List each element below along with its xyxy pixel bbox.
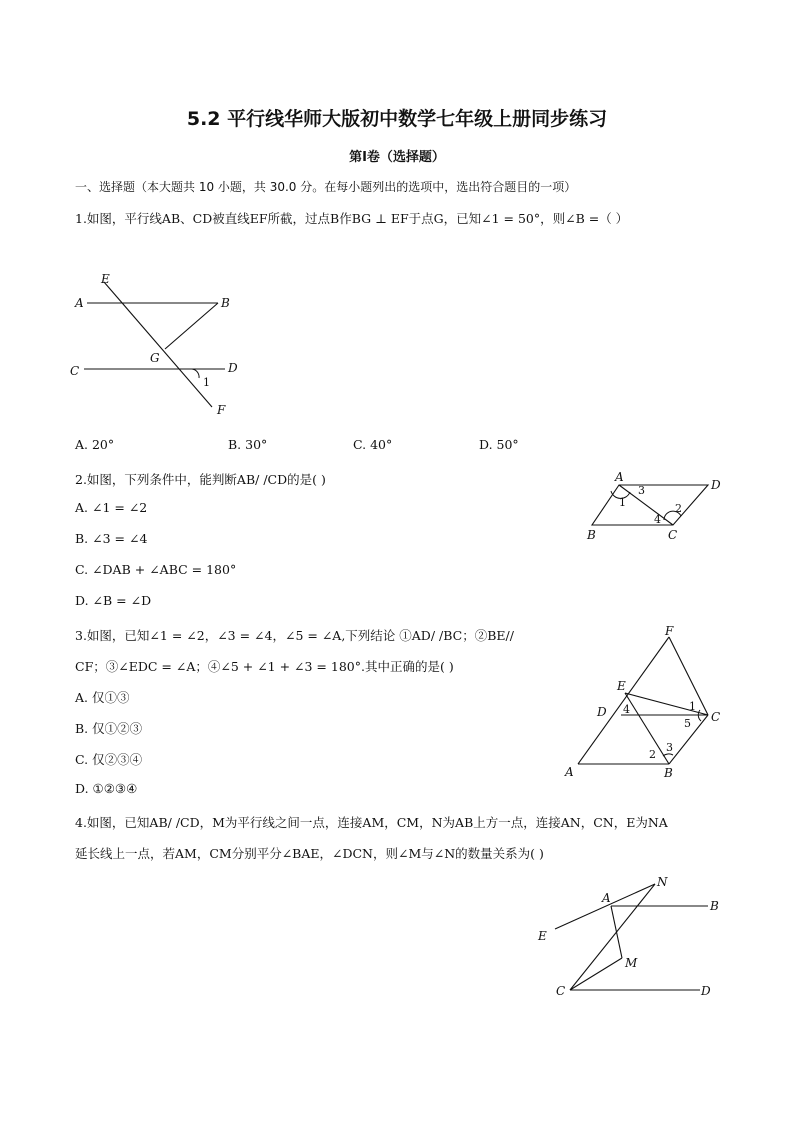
q4-figure bbox=[530, 872, 730, 1002]
q4-label-a: A bbox=[602, 891, 611, 905]
q3-option-b[interactable]: B. 仅①②③ bbox=[75, 721, 143, 736]
q1-label-1: 1 bbox=[203, 376, 210, 389]
q3-label-f: F bbox=[665, 624, 674, 638]
q2-stem: 2.如图，下列条件中，能判断AB/ /CD的是( ) bbox=[75, 472, 326, 487]
q4-label-d: D bbox=[701, 984, 711, 998]
q3-label-c: C bbox=[711, 710, 721, 724]
q4-stem-line2: 延长线上一点，若AM，CM分别平分∠BAE，∠DCN，则∠M与∠N的数量关系为( ) bbox=[75, 846, 544, 861]
q4-label-b: B bbox=[710, 899, 719, 913]
q2-label-c: C bbox=[668, 528, 678, 542]
q3-label-e: E bbox=[617, 679, 626, 693]
q4-label-n: N bbox=[657, 875, 668, 889]
q3-label-b: B bbox=[664, 766, 673, 780]
q2-label-4: 4 bbox=[654, 513, 661, 526]
q2-option-a[interactable]: A. ∠1 = ∠2 bbox=[75, 500, 148, 515]
q1-option-c[interactable]: C. 40° bbox=[353, 437, 393, 452]
q1-label-d: D bbox=[228, 361, 238, 375]
page-subtitle: 第I卷（选择题） bbox=[349, 150, 445, 165]
q1-label-c: C bbox=[70, 364, 80, 378]
section-heading: 一、选择题（本大题共 10 小题，共 30.0 分。在每小题列出的选项中，选出符合题目的一项） bbox=[75, 180, 577, 194]
q2-label-1: 1 bbox=[619, 496, 626, 509]
q2-label-b: B bbox=[587, 528, 596, 542]
q2-label-d: D bbox=[711, 478, 721, 492]
q3-label-5: 5 bbox=[684, 717, 691, 730]
q4-label-c: C bbox=[556, 984, 566, 998]
page-title: 5.2 平行线华师大版初中数学七年级上册同步练习 bbox=[186, 108, 608, 130]
q3-label-2: 2 bbox=[649, 748, 656, 761]
q1-option-d[interactable]: D. 50° bbox=[479, 437, 519, 452]
q1-figure bbox=[60, 262, 250, 422]
q2-option-d[interactable]: D. ∠B = ∠D bbox=[75, 593, 152, 608]
q2-figure bbox=[580, 466, 730, 546]
q1-label-b: B bbox=[221, 296, 230, 310]
q1-option-a[interactable]: A. 20° bbox=[75, 437, 115, 452]
q1-label-g: G bbox=[150, 351, 160, 365]
q1-label-e: E bbox=[101, 272, 110, 286]
q3-label-1: 1 bbox=[689, 700, 696, 713]
q3-stem-line2: CF；③∠EDC = ∠A；④∠5 + ∠1 + ∠3 = 180°.其中正确的是( ) bbox=[75, 659, 454, 674]
q2-label-a: A bbox=[615, 470, 624, 484]
q4-stem-line1: 4.如图，已知AB/ /CD，M为平行线之间一点，连接AM，CM，N为AB上方一点，连接AN，CN，E为NA bbox=[75, 815, 668, 830]
q4-label-m: M bbox=[625, 956, 638, 970]
q3-label-d: D bbox=[597, 705, 607, 719]
q3-stem-line1: 3.如图，已知∠1 = ∠2，∠3 = ∠4，∠5 = ∠A,下列结论 ①AD/ /BC；②BE// bbox=[75, 628, 514, 643]
q2-label-3: 3 bbox=[638, 484, 645, 497]
q1-option-b[interactable]: B. 30° bbox=[228, 437, 268, 452]
q2-label-2: 2 bbox=[675, 502, 682, 515]
q3-figure bbox=[555, 620, 735, 785]
q2-option-b[interactable]: B. ∠3 = ∠4 bbox=[75, 531, 148, 546]
q1-stem: 1.如图，平行线AB、CD被直线EF所截，过点B作BG ⊥ EF于点G，已知∠1 = 50°，则∠B =（ ） bbox=[75, 211, 629, 226]
q3-label-3: 3 bbox=[666, 741, 673, 754]
q3-option-a[interactable]: A. 仅①③ bbox=[75, 690, 130, 705]
q1-label-f: F bbox=[217, 403, 226, 417]
q3-option-c[interactable]: C. 仅②③④ bbox=[75, 752, 143, 767]
q4-label-e: E bbox=[538, 929, 547, 943]
q3-label-a: A bbox=[565, 765, 574, 779]
q2-option-c[interactable]: C. ∠DAB + ∠ABC = 180° bbox=[75, 562, 237, 577]
q1-label-a: A bbox=[75, 296, 84, 310]
q3-label-4: 4 bbox=[623, 703, 630, 716]
q3-option-d[interactable]: D. ①②③④ bbox=[75, 781, 138, 796]
